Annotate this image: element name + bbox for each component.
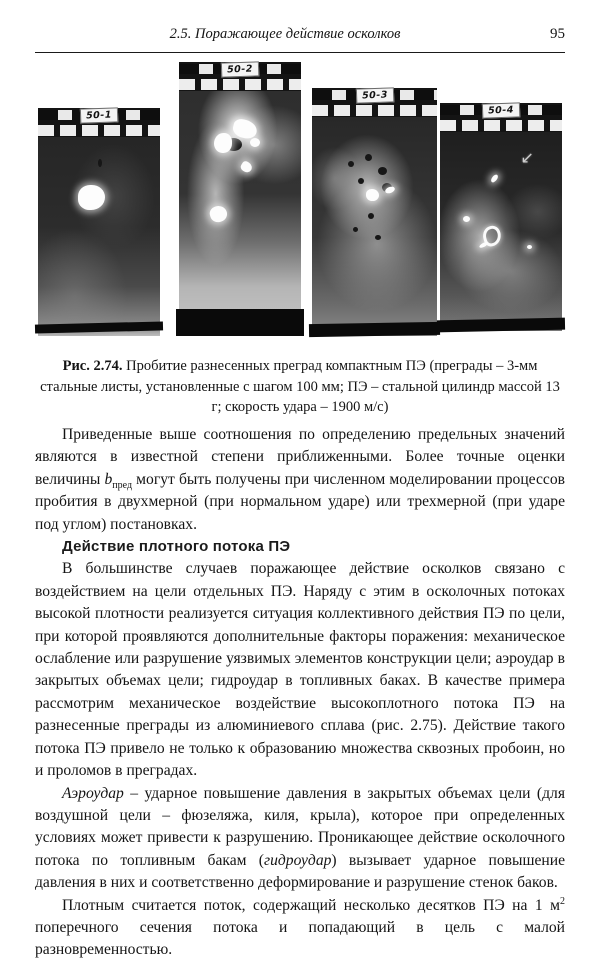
plate-clamp-band xyxy=(309,322,440,337)
perforation-hole xyxy=(207,204,228,224)
impact-speck xyxy=(365,154,372,161)
inline-variable: b xyxy=(104,470,113,488)
figure-photo-2-74 xyxy=(0,54,600,354)
paragraph-text: Приведенные выше соотношения по определению предельных значений являются в известной степени приближенными. Более точные оценки величины xyxy=(35,426,565,488)
plate-clamp-band xyxy=(176,309,304,336)
photo-plate-3 xyxy=(312,88,437,336)
page-number: 95 xyxy=(550,26,565,42)
photo-plate-1 xyxy=(38,108,160,336)
scale-strip xyxy=(440,103,562,132)
inline-subscript: пред xyxy=(112,479,133,491)
inline-term-italic: Аэроудар xyxy=(62,784,124,802)
photo-plate-4 xyxy=(440,103,562,331)
paragraph-limit-values xyxy=(35,424,565,536)
impact-speck xyxy=(368,213,374,219)
scale-checker-row xyxy=(38,125,160,136)
perforation-hole xyxy=(214,133,232,153)
scale-checker-row xyxy=(179,79,301,90)
fragment-mark xyxy=(527,245,532,249)
paragraph-dense-definition xyxy=(35,895,565,962)
impact-speck xyxy=(358,178,364,184)
section-heading: Действие плотного потока ПЭ xyxy=(62,538,291,556)
header-divider xyxy=(35,52,565,53)
plate-surface xyxy=(312,117,437,336)
impact-speck xyxy=(375,235,381,240)
paragraph-text: могут быть получены при численном моделировании процессов пробития в двухмерной (при нормальном ударе) или трехмерной (при ударе под углом) постановках. xyxy=(35,470,565,533)
impact-speck xyxy=(98,159,102,167)
plate-surface xyxy=(440,132,562,331)
plate-label-tag: 50-4 xyxy=(482,102,520,118)
paragraph-dense-flow: В большинстве случаев поражающее действие осколков связано с воздействием на цели отдельных ПЭ. Наряду с этим в осколочных потоках высокой плотности реализуется ситуация коллективного действия ПЭ по цели, при которой проявляются дополнительные факторы поражения: механическое ослабление или разрушение уязвимых элементов конструкции цели; аэроудар в закрытых объемах цели; гидроудар в топливных баках. В качестве примера рассмотрим механическое воздействие высокоплотного потока ПЭ на разнесенные преграды из алюминиевого сплава (рис. 2.75). Действие такого потока ПЭ привело не только к образованию множества сквозных пробоин, но и проломов в преградах. xyxy=(35,560,565,780)
plate-label-tag: 50-3 xyxy=(355,87,393,103)
running-header xyxy=(35,26,565,48)
scale-strip xyxy=(312,88,437,117)
inline-term-italic: гидроудар xyxy=(264,851,332,869)
perforation-hole xyxy=(78,185,105,210)
impact-speck xyxy=(378,167,387,175)
impact-speck xyxy=(348,161,354,167)
scale-strip xyxy=(38,108,160,137)
fragment-mark xyxy=(463,216,470,222)
perforation-hole xyxy=(250,138,260,147)
body-text xyxy=(35,424,565,962)
inline-superscript: 2 xyxy=(560,895,565,907)
photo-plate-2 xyxy=(179,62,301,336)
paragraph-text: – ударное повышение давления в закрытых объемах цели (для воздушной цели – фюзеляжа, киля, крыла), которое при определенных условиях может привести к разрушению. Проникающее действие осколочного потока по топливным бакам ( xyxy=(35,784,565,869)
scale-strip xyxy=(179,62,301,91)
plate-label-tag: 50-2 xyxy=(221,61,259,77)
scale-checker-row xyxy=(440,120,562,131)
paragraph-aeroudar xyxy=(35,783,565,895)
impact-speck xyxy=(353,227,358,232)
figure-caption xyxy=(38,356,562,418)
plate-label-tag: 50-1 xyxy=(80,107,118,123)
plate-clamp-band xyxy=(437,318,565,333)
scale-checker-row xyxy=(312,105,437,116)
paragraph-text: поперечного сечения потока и попадающий в цель с малой разновременностью. xyxy=(35,918,565,959)
arrow-icon: ↙ xyxy=(520,147,534,167)
plate-clamp-band xyxy=(35,321,163,333)
paragraph-text: Плотным считается поток, содержащий несколько десятков ПЭ на 1 м xyxy=(62,896,560,914)
running-title: 2.5. Поражающее действие осколков xyxy=(169,26,401,42)
paragraph-text: ) вызывает ударное повышение давления в них и соответственно деформирование и разрушение стенок баков. xyxy=(35,851,566,892)
perforation-hole xyxy=(366,189,379,201)
plate-surface xyxy=(179,91,301,336)
fragment-mark xyxy=(490,173,499,183)
figure-caption-label: Рис. 2.74. xyxy=(62,358,123,374)
perforation-hole xyxy=(239,160,254,174)
plate-surface xyxy=(38,137,160,336)
figure-caption-text: Пробитие разнесенных преград компактным ПЭ (преграды – 3-мм стальные листы, установленные с шагом 100 мм; ПЭ – стальной цилиндр массой 13 г; скорость удара – 1900 м/с) xyxy=(40,358,560,415)
